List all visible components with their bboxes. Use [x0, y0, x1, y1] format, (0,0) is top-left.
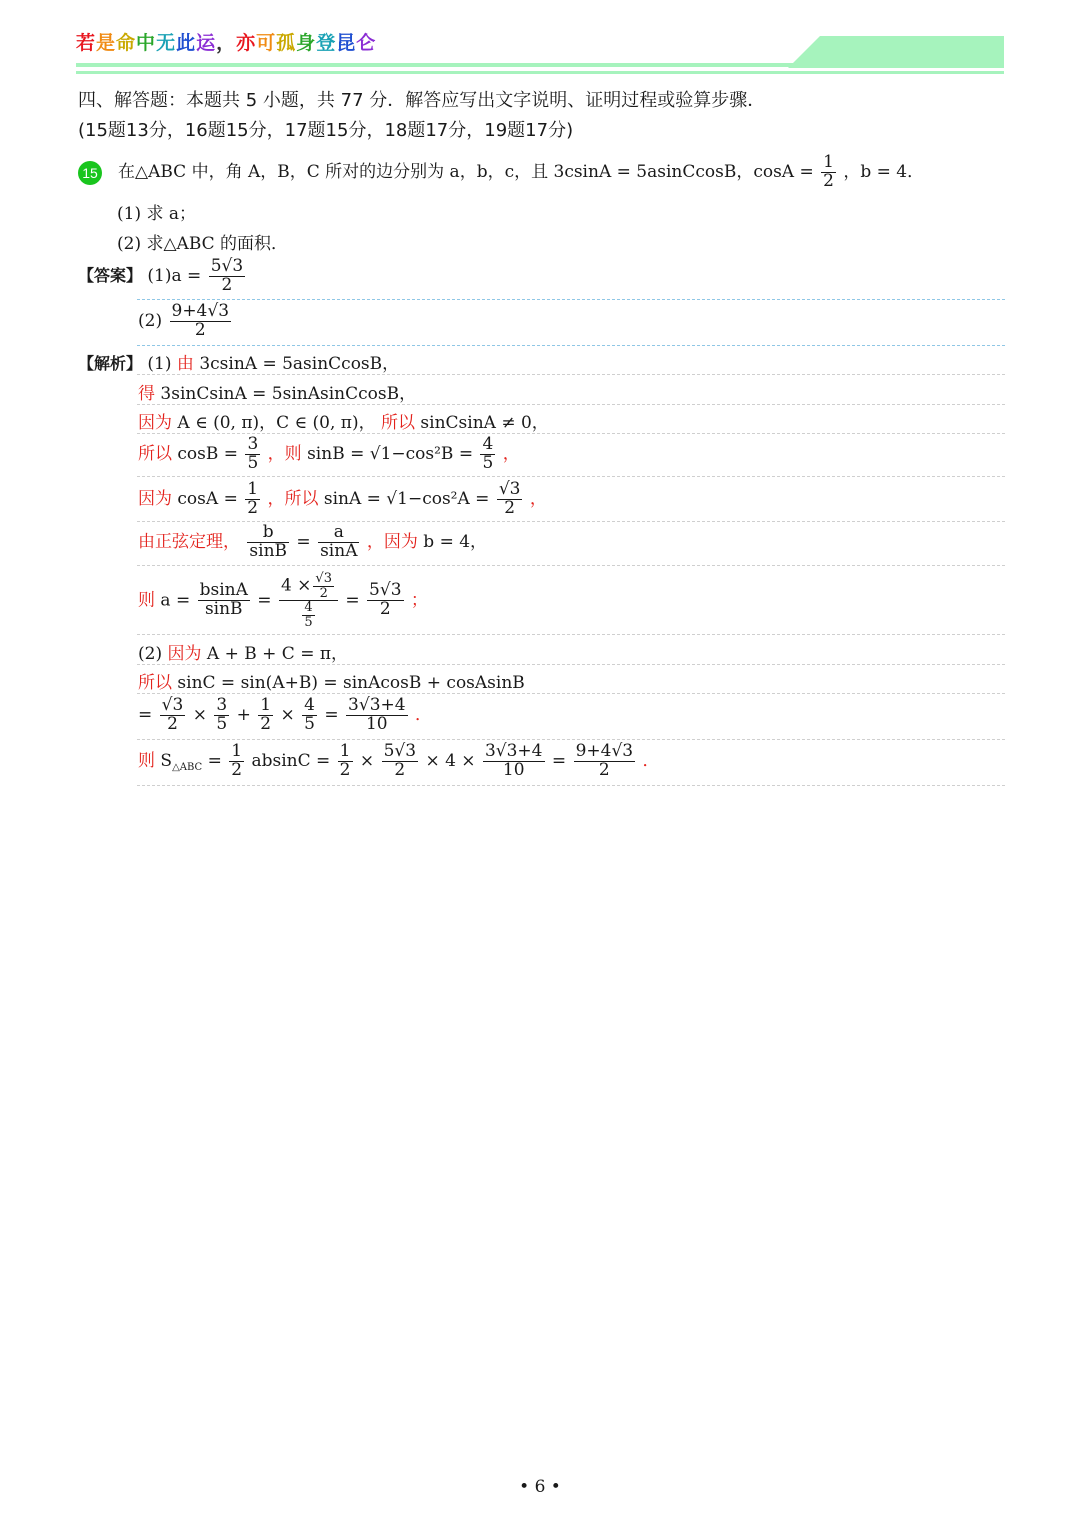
- analysis-line-11: 则 $S_{\triangle ABC}$ = $\frac{1}{2}$ absinC = $\frac{1}{2}$ × $\frac{5√3}{2}$ × 4 × $\frac{3√3+4}{10}$ = $\frac{9+4√3}{2}$ ．: [138, 741, 660, 780]
- analysis-line-7: 则 a = $\frac{bsinA}{\sin B}$ = 4 × $\frac{√3}{2}$ $\frac{4}{5}$ = $\frac{5√3}{2}$ ；: [138, 571, 428, 630]
- question-number-badge: 15: [78, 161, 102, 185]
- motto-char: 孤: [276, 32, 297, 54]
- page-number: • 6 •: [519, 1477, 561, 1497]
- answer-label: 【答案】: [78, 265, 143, 285]
- header-decoration: [0, 30, 1080, 90]
- motto-char: 亦: [236, 32, 257, 54]
- motto-char: 运: [196, 32, 217, 54]
- analysis-line-2: 得 3sinCsinA = 5sinAsinCcosB，: [138, 384, 417, 404]
- motto-char: 命: [116, 32, 137, 54]
- answer-2: (2) $\frac{9+4√3}{2}$: [138, 301, 230, 340]
- analysis-line-10: = $\frac{√3}{2}$ × $\frac{3}{5}$ + $\frac{1}{2}$ × $\frac{4}{5}$ = $\frac{3√3+4}{10}$ ．: [138, 695, 432, 734]
- divider: [137, 693, 1005, 694]
- divider: [137, 404, 1005, 405]
- divider: [137, 785, 1005, 786]
- section-line-1: 四、解答题：本题共 5 小题，共 77 分．解答应写出文字说明、证明过程或验算步骤．: [78, 90, 766, 111]
- divider: [137, 664, 1005, 665]
- analysis-line-4: 所以 cosB = $\frac{3}{5}$ ，则 sinB = √1−cos²B = $\frac{4}{5}$ ，: [138, 434, 520, 473]
- motto-char: 是: [96, 32, 117, 54]
- question-stem: 在△ABC 中，角 A，B，C 所对的边分别为 a，b，c，且 3csinA = 5asinCcosB，cosA = $\frac{1}{2}$ ，b = 4．: [118, 152, 925, 191]
- motto-char: 若: [76, 32, 97, 54]
- stem-fraction: $\frac{1}{2}$: [823, 152, 834, 191]
- answer-1: 【答案】 (1)a = $\frac{5√3}{2}$: [78, 256, 244, 295]
- divider: [137, 345, 1005, 346]
- analysis-line-3: 因为 A ∈ (0, π)，C ∈ (0, π)， 所以 sinCsinA ≠ 0，: [138, 413, 549, 433]
- question-part-1: (1) 求 a；: [117, 204, 197, 224]
- section-heading: [78, 86, 765, 146]
- divider: [137, 634, 1005, 635]
- analysis-line-5: 因为 cosA = $\frac{1}{2}$ ，所以 sinA = √1−cos²A = $\frac{√3}{2}$ ，: [138, 479, 547, 518]
- divider: [137, 565, 1005, 566]
- divider: [137, 433, 1005, 434]
- motto-char: ，: [216, 32, 237, 54]
- answer-1-fraction: $\frac{5√3}{2}$: [210, 256, 244, 295]
- answer-2-fraction: $\frac{9+4√3}{2}$: [171, 301, 230, 340]
- analysis-line-6: 由正弦定理， $\frac{b}{\sin B}$ = $\frac{a}{\sin A}$ ，因为 b = 4，: [138, 522, 488, 561]
- motto-char: 身: [296, 32, 317, 54]
- analysis-line-9: 所以 sinC = sin(A+B) = sinAcosB + cosAsinB: [138, 673, 525, 693]
- motto-char: 仑: [356, 32, 377, 54]
- divider: [137, 374, 1005, 375]
- analysis-label: 【解析】: [78, 354, 143, 373]
- question-part-2: (2) 求△ABC 的面积．: [117, 234, 289, 254]
- divider: [137, 299, 1005, 300]
- motto-char: 此: [176, 32, 197, 54]
- motto-char: 登: [316, 32, 337, 54]
- analysis-line-1: 【解析】 (1) 由 3csinA = 5asinCcosB，: [78, 354, 400, 374]
- section-line-2: (15题13分，16题15分，17题15分，18题17分，19题17分): [78, 120, 574, 141]
- motto-char: 无: [156, 32, 177, 54]
- divider: [137, 739, 1005, 740]
- motto-char: 中: [136, 32, 157, 54]
- analysis-line-8: (2) 因为 A + B + C = π，: [138, 644, 349, 664]
- motto-char: 昆: [336, 32, 357, 54]
- divider: [137, 476, 1005, 477]
- motto-char: 可: [256, 32, 277, 54]
